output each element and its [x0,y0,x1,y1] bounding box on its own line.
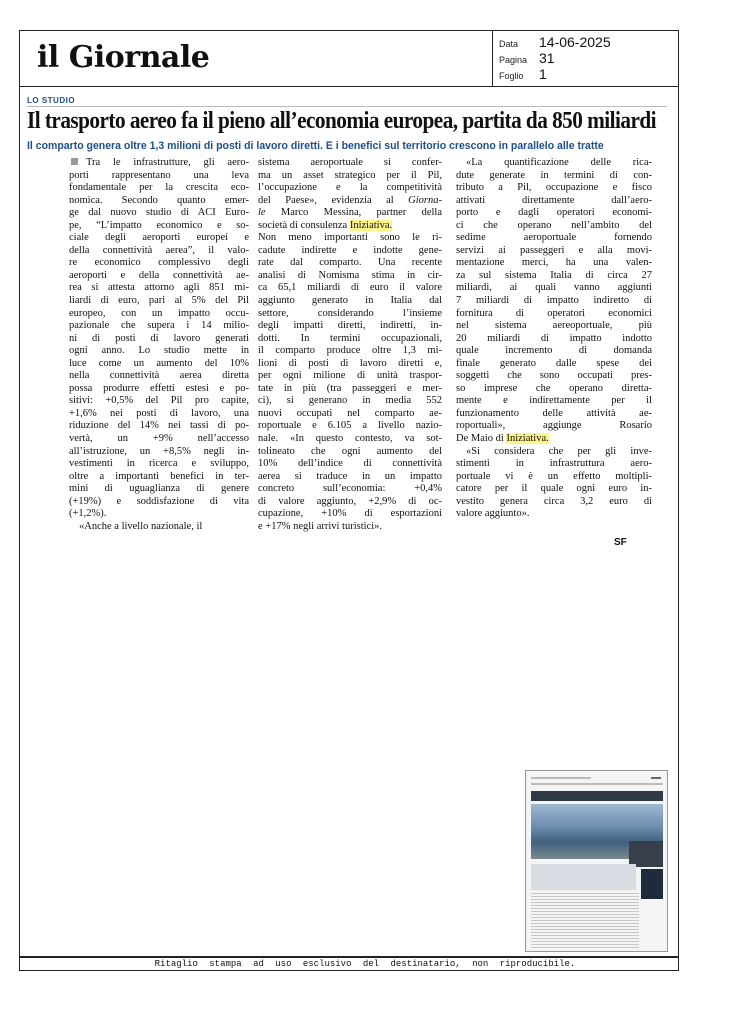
article-line [456,471,652,484]
article-line-text: l’occupazione e la competitività [258,182,442,194]
article-line-text: pe, “L’impatto economico e so- [69,219,249,231]
article-line-text: (+19%) e soddisfazione di vita [69,495,249,507]
article-line [456,282,652,295]
article-line [456,358,652,371]
article-line [69,408,249,421]
article-line [258,521,442,534]
article-line [69,195,249,208]
article-line [258,157,442,170]
article-line [258,508,442,521]
article-line-text: nomica. Secondo quanto emer- [69,194,249,206]
article-line [456,345,652,358]
article-line [456,508,652,521]
article-line-text: mente e indirettamente per il [456,395,652,407]
article-line [258,182,442,195]
article-line [258,458,442,471]
article-line [258,220,442,233]
article-line-text: +1,6% nei posti di lavoro, una [69,407,249,419]
article-line-text: quale incremento di domanda [456,345,652,357]
article-line [456,170,652,183]
italic-fragment: le [258,207,266,219]
article-line-text: 7 miliardi di impatto indiretto di [456,295,652,307]
article-line-text: nale. «In questo contesto, va sot- [258,433,442,445]
article-line [456,370,652,383]
page-value: 31 [539,50,555,66]
article-line-text: porti rappresentano una leva [69,169,249,181]
article-line-text: porto e dagli operatori economi- [456,207,652,219]
article-line-text: servizi ai passeggeri e alla movi- [456,244,652,256]
article-line-text: finale generato dalle spese dei [456,357,652,369]
article-line [456,496,652,509]
highlighted-company: Iniziativa. [349,219,393,231]
article-line [69,471,249,484]
article-line [258,483,442,496]
date-label: Data [499,39,519,49]
article-line [258,358,442,371]
article-line-text: re economico complessivo degli [69,257,249,269]
article-line [69,383,249,396]
article-line-text: fornitura di operatori economici [456,307,652,319]
article-line [258,408,442,421]
article-line [258,270,442,283]
article-line [456,420,652,433]
article-line [69,345,249,358]
article-line [258,333,442,346]
article-column-1 [69,157,249,533]
article-line-text: (+1,2%). [69,508,107,520]
article-line [456,270,652,283]
article-line-text: sedime aeroportuale fornendo [456,232,652,244]
metadata-box [493,30,679,87]
article-line [258,295,442,308]
article-line [456,446,652,459]
article-line [258,257,442,270]
article-line-text: «Anche a livello nazionale, il [79,520,203,532]
article-line-text: pazionale che supera i 14 milio- [69,320,249,332]
article-line [258,320,442,333]
article-line [456,408,652,421]
article-line-text: Marco Messina, partner della [265,207,442,219]
article-line [258,383,442,396]
article-line-text: mini di uguaglianza di genere [69,483,249,495]
article-line-text: sitivi: +0,5% del Pil pro capite, [69,395,249,407]
article-line [456,232,652,245]
article-line-text: e +17% negli arrivi turistici». [258,520,383,532]
article-line [258,395,442,408]
article-line-text: aeroporti e della connettività ae- [69,269,249,281]
article-line [69,433,249,446]
article-line [69,157,249,170]
article-line-text: il comparto produce oltre 1,3 mi- [258,345,442,357]
article-line-text: ci che operano nell’ambito del [456,219,652,231]
article-line-text: vestito genera circa 3,2 euro di [456,495,652,507]
article-column-3 [456,157,652,521]
article-line-text: della connettività aerea”, il valo- [69,244,249,256]
article-line [69,333,249,346]
sheet-row [499,66,547,82]
article-line-text: aggiunto generato in Italia dal [258,295,442,307]
article-line [69,295,249,308]
article-line [69,358,249,371]
article-line-text: possa produrre effetti estesi e po- [69,382,249,394]
kicker: LO STUDIO [27,96,76,105]
article-line-text: «Si considera che per gli inve- [466,445,652,457]
sheet-value: 1 [539,66,547,82]
article-line-text: lioni di posti di lavoro diretti e, [258,357,442,369]
article-line [69,220,249,233]
article-line-text: società di consulenza [258,219,350,231]
article-line-text: za sul sistema Italia di circa 27 [456,269,652,281]
article-line [456,483,652,496]
article-line [456,333,652,346]
masthead-logo: il Giornale [37,40,210,75]
article-line [69,370,249,383]
article-line [69,458,249,471]
article-line-text: tolineato che ogni aumento del [258,445,442,457]
article-line-text: roportuali», aggiunge Rosario [456,420,652,432]
article-line [456,383,652,396]
article-line [69,282,249,295]
article-line-text: Non meno importanti sono le ri- [258,232,442,244]
thumb-rule [531,783,663,785]
article-line-text: De Maio di [456,433,507,445]
article-line [456,245,652,258]
article-line [456,257,652,270]
article-line-text: ni di posti di lavoro generati [69,332,249,344]
date-value: 14-06-2025 [539,34,611,50]
article-line-text: ge dal nuovo studio di ACI Euro- [69,207,249,219]
page-thumbnail [525,770,668,952]
article-line [456,182,652,195]
article-line-text: ci), si generano in media 552 [258,395,442,407]
article-line-text: roportuale e 6.105 a livello nazio- [258,420,442,432]
article-line [456,395,652,408]
article-line [69,270,249,283]
article-line-text: concreto sull’economia: +0,4% [258,483,442,495]
article-line [69,232,249,245]
article-line [69,508,249,521]
article-line-text: «La quantificazione delle rica- [466,157,652,168]
article-line [258,232,442,245]
article-line [69,446,249,459]
article-line-text: degli impatti diretti, indiretti, in- [258,320,442,332]
article-line-text: riduzione del 14% nei tassi di po- [69,420,249,432]
page-label: Pagina [499,55,528,65]
sheet-label: Foglio [499,71,524,81]
article-line-text: 20 miliardi di impatto indotto [456,332,652,344]
headline: Il trasporto aereo fa il pieno all’economia europea, partita da 850 miliardi [27,108,657,134]
article-line [456,195,652,208]
article-line [456,433,652,446]
article-line-text: rea si attesta attorno agli 851 mi- [69,282,249,294]
article-line [69,207,249,220]
article-line-text: di valore aggiunto, +2,9% di oc- [258,495,442,507]
highlighted-company: Iniziativa. [506,433,549,445]
article-line-text: valore aggiunto». [456,508,530,520]
article-line [456,320,652,333]
article-line-text: rate dal comparto. Una recente [258,257,442,269]
article-line [258,170,442,183]
article-line-text: aerea si traduce in un impatto [258,470,442,482]
thumb-header-line [531,777,591,779]
article-line-text: catore per il quale ogni euro in- [456,483,652,495]
article-line-text: vestimenti in ricerca e sviluppo, [69,458,249,470]
article-line [258,471,442,484]
article-line [258,245,442,258]
thumb-caption-block [531,864,636,890]
article-line-text: luce come un aumento del 10% [69,357,249,369]
article-line [258,207,442,220]
article-line [69,496,249,509]
article-line-text: Tra le infrastrutture, gli aero- [86,157,249,168]
date-row [499,34,611,50]
article-column-2 [258,157,442,533]
article-line-text: miliardi, ai quali vanno aggiunti [456,282,652,294]
article-line-text: ogni anno. Lo studio mette in [69,345,249,357]
page-row [499,50,555,66]
article-line [69,308,249,321]
article-line-text: liardi di euro, pari al 5% del Pil [69,295,249,307]
article-line-text: mentazione merci, ha una valen- [456,257,652,269]
article-line [69,170,249,183]
article-line [456,220,652,233]
article-line-text: soggetti che sono occupati pres- [456,370,652,382]
article-line [69,245,249,258]
article-line-text: portuale vi è un effetto moltipli- [456,470,652,482]
article-line-text: cadute indirette e indotte gene- [258,244,442,256]
article-line-text: dotti. In termini occupazionali, [258,332,442,344]
article-line [258,370,442,383]
article-line-text: so imprese che operano diretta- [456,382,652,394]
article-line [456,295,652,308]
article-line [456,157,652,170]
article-line [258,420,442,433]
article-line-text: tributo a Pil, occupazione e fisco [456,182,652,194]
article-line [258,433,442,446]
thumb-text-columns [531,893,639,949]
article-line-text: dute generate in termini di con- [456,169,652,181]
article-line [69,320,249,333]
article-line [456,308,652,321]
article-line-text: tate in più (tra passeggeri e mer- [258,382,442,394]
article-line-text: del Paese», evidenzia al [258,194,409,206]
article-line-text: fondamentale per la crescita eco- [69,182,249,194]
article-line [258,446,442,459]
article-line-text: europeo, con un impatto occu- [69,307,249,319]
article-line [258,496,442,509]
article-line [456,458,652,471]
article-line [258,282,442,295]
article-line-text: settore, considerando l’insieme [258,307,442,319]
article-line [69,395,249,408]
article-line-text: cupazione, +10% di esportazioni [258,508,442,520]
article-line-text: nel sistema aereoportuale, più [456,320,652,332]
article-line-text: analisi di Nomisma stima in cir- [258,269,442,281]
article-line-text: per ogni milione di unità traspor- [258,370,442,382]
article-line [456,207,652,220]
article-line [258,308,442,321]
article-line-text: oltre a importanti benefici in ter- [69,470,249,482]
article-line-text: ma un asset strategico per il Pil, [258,169,442,181]
article-line-text: attivati direttamente dall’aero- [456,194,652,206]
article-line [69,483,249,496]
article-line [258,195,442,208]
article-line-text: ciale degli aeroporti europei e [69,232,249,244]
subhead: Il comparto genera oltre 1,3 milioni di posti di lavoro diretti. E i benefici sul territorio crescono in parallelo alle tratte [27,140,604,152]
thumb-headline-band [531,791,663,801]
footer-notice: Ritaglio stampa ad uso esclusivo del destinatario, non riproducibile. [154,959,576,969]
article-line [69,420,249,433]
kicker-rule [27,106,667,107]
article-line [69,257,249,270]
article-line-text: nuovi occupati nel comparto ae- [258,407,442,419]
article-line-text: all’istruzione, un +8,5% negli in- [69,445,249,457]
italic-masthead-mention: Giorna- [408,194,442,206]
thumb-page-number [651,777,661,779]
article-line-text: funzionamento delle attività ae- [456,407,652,419]
article-line [258,345,442,358]
article-line [69,521,249,534]
article-line-text: ca 65,1 miliardi di euro il valore [258,282,442,294]
article-line-text: 10% dell’indice di connettività [258,458,442,470]
article-line-text: vertà, un +9% nell’accesso [69,433,249,445]
thumb-side-box [641,869,663,899]
article-line-text: nella connettività aerea diretta [69,370,249,382]
paragraph-marker [71,158,78,165]
article-line-text: sistema aeroportuale si confer- [258,157,442,168]
article-line-text: stimenti in infrastruttura aero- [456,458,652,470]
article-line [69,182,249,195]
author-initials: SF [614,537,627,548]
